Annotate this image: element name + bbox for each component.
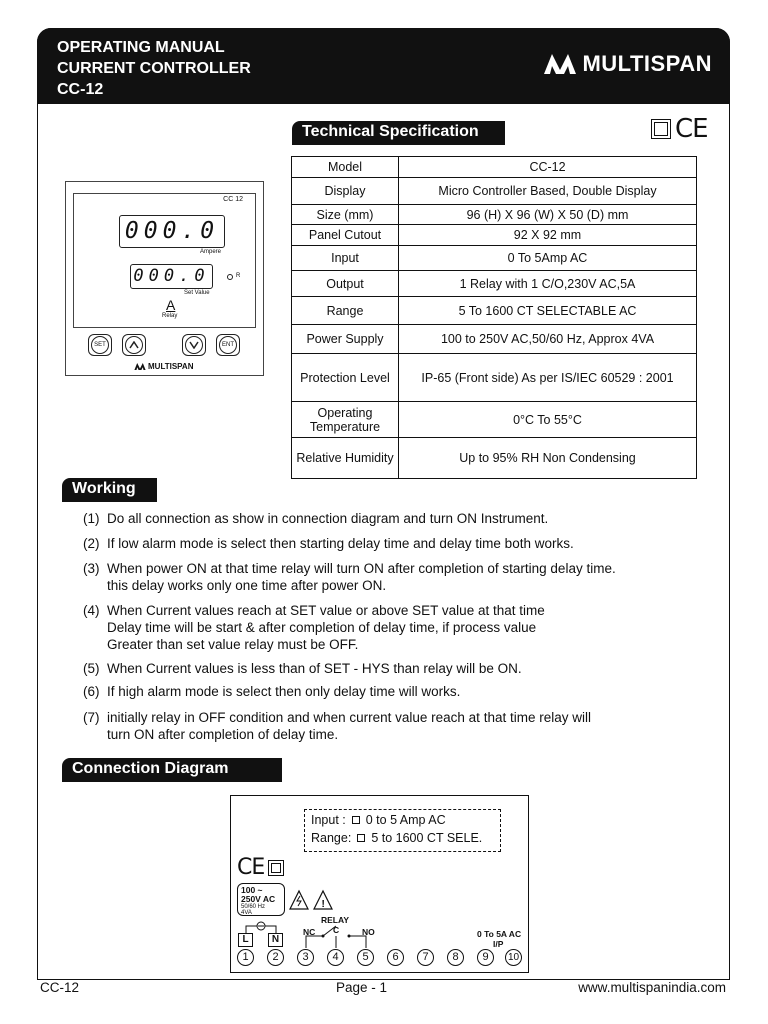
input-value: 0 to 5 Amp AC <box>365 813 446 827</box>
item-number: (4) <box>83 603 100 618</box>
multispan-logo-icon <box>134 363 146 370</box>
item-text: If low alarm mode is select then starting delay time and delay time both works. <box>107 536 574 551</box>
brand-name: MULTISPAN <box>582 51 712 76</box>
down-arrow-icon <box>185 336 203 354</box>
up-button[interactable] <box>122 334 146 356</box>
ent-button-label: ENT <box>219 336 237 354</box>
terminal: 2 <box>267 949 284 966</box>
relay-symbol: A <box>166 297 176 313</box>
item-text: If high alarm mode is select then only delay time will works. <box>107 684 461 699</box>
spec-value: 0 To 5Amp AC <box>399 246 697 271</box>
working-heading: Working <box>62 478 157 502</box>
spec-value: 100 to 250V AC,50/60 Hz, Approx 4VA <box>399 325 697 354</box>
input-row <box>311 813 446 827</box>
spec-value: 0°C To 55°C <box>399 402 697 438</box>
spec-value: Micro Controller Based, Double Display <box>399 178 697 205</box>
device-display-area <box>73 193 256 328</box>
item-number: (2) <box>83 536 100 551</box>
spec-table <box>291 156 697 479</box>
item-text: When Current values reach at SET value or above SET value at that time Delay time will be start & after completion of delay time, if process value Greater than set value relay must be OFF. <box>107 603 545 652</box>
spec-key: Protection Level <box>292 354 399 402</box>
svg-text:!: ! <box>321 899 325 910</box>
spec-key: Input <box>292 246 399 271</box>
relay-label: RELAY <box>321 915 350 925</box>
item-text: When power ON at that time relay will turn ON after completion of starting delay time. this delay works only one time after power ON. <box>107 561 616 593</box>
spec-key: Size (mm) <box>292 205 399 225</box>
ampere-label: Ampere <box>200 249 222 255</box>
device-model-label: CC 12 <box>223 196 243 203</box>
input-range-box <box>304 809 501 852</box>
item-text: initially relay in OFF condition and when current value reach at that time relay will turn ON after completion of delay time. <box>107 710 591 742</box>
spec-key: Relative Humidity <box>292 438 399 479</box>
list-item <box>83 660 522 677</box>
terminal: 3 <box>297 949 314 966</box>
certification-marks <box>651 114 708 144</box>
list-item <box>83 683 460 700</box>
set-value-display: 000.0 <box>130 264 213 289</box>
spec-value: IP-65 (Front side) As per IS/IEC 60529 : 2001 <box>399 354 697 402</box>
set-value-label: Set Value <box>184 290 210 296</box>
set-button-label: SET <box>91 336 109 354</box>
supply-line: 4VA <box>241 910 252 916</box>
item-number: (7) <box>83 710 100 725</box>
terminal: 7 <box>417 949 434 966</box>
item-text: Do all connection as show in connection diagram and turn ON Instrument. <box>107 511 549 526</box>
item-number: (5) <box>83 661 100 676</box>
terminal: 4 <box>327 949 344 966</box>
c-label: C <box>333 925 340 935</box>
down-button[interactable] <box>182 334 206 356</box>
table-row <box>292 178 697 205</box>
table-row <box>292 246 697 271</box>
table-row <box>292 354 697 402</box>
table-row <box>292 325 697 354</box>
device-brand-name: MULTISPAN <box>148 362 194 371</box>
io-label: 0 To 5A AC <box>477 929 522 939</box>
range-value: 5 to 1600 CT SELE. <box>371 831 483 845</box>
terminal: 8 <box>447 949 464 966</box>
range-row <box>311 831 482 845</box>
checkbox-icon <box>357 834 365 842</box>
relay-led-icon <box>227 274 233 280</box>
ce-mark: CE <box>237 855 265 880</box>
spec-key: Output <box>292 271 399 297</box>
spec-key: Model <box>292 157 399 178</box>
up-arrow-icon <box>125 336 143 354</box>
footer-page-number: Page - 1 <box>336 980 388 995</box>
item-number: (3) <box>83 561 100 576</box>
list-item <box>83 709 591 743</box>
spec-value: 5 To 1600 CT SELECTABLE AC <box>399 297 697 325</box>
list-item <box>83 560 616 594</box>
supply-line: 100 ~ <box>241 885 263 895</box>
spec-key: Power Supply <box>292 325 399 354</box>
list-item <box>83 602 545 653</box>
item-number: (1) <box>83 511 100 526</box>
device-front-panel <box>65 181 264 376</box>
no-label: NO <box>362 927 375 937</box>
line-terminal-label: L <box>238 933 253 947</box>
table-row <box>292 157 697 178</box>
spec-key: Range <box>292 297 399 325</box>
range-label: Range: <box>311 831 352 845</box>
set-button[interactable] <box>88 334 112 356</box>
double-insulation-icon <box>268 860 284 876</box>
table-row <box>292 297 697 325</box>
title-line-3: CC-12 <box>57 81 104 98</box>
ent-button[interactable] <box>216 334 240 356</box>
relay-led-label: R <box>236 273 241 279</box>
terminal: 10 <box>505 949 522 966</box>
document-title <box>57 37 251 100</box>
technical-spec-heading: Technical Specification <box>292 121 505 145</box>
terminal: 1 <box>237 949 254 966</box>
list-item <box>83 535 574 552</box>
table-row <box>292 438 697 479</box>
connection-heading: Connection Diagram <box>62 758 282 782</box>
title-line-1: OPERATING MANUAL <box>57 39 225 56</box>
spec-key: Display <box>292 178 399 205</box>
connection-diagram <box>230 795 529 973</box>
terminal: 6 <box>387 949 404 966</box>
item-number: (6) <box>83 684 100 699</box>
spec-value: 92 X 92 mm <box>399 225 697 246</box>
nc-label: NC <box>303 927 316 937</box>
spec-value: CC-12 <box>399 157 697 178</box>
supply-line: 250V AC <box>241 894 276 904</box>
spec-key: Operating Temperature <box>292 402 399 438</box>
terminal: 9 <box>477 949 494 966</box>
spec-value: 1 Relay with 1 C/O,230V AC,5A <box>399 271 697 297</box>
multispan-logo-icon <box>544 54 576 74</box>
spec-key: Panel Cutout <box>292 225 399 246</box>
spec-value: 96 (H) X 96 (W) X 50 (D) mm <box>399 205 697 225</box>
footer-model: CC-12 <box>40 980 80 995</box>
header-bar <box>37 28 730 104</box>
brand-logo <box>544 51 712 77</box>
list-item <box>83 510 548 527</box>
primary-display: 000.0 <box>119 215 225 248</box>
item-text: When Current values is less than of SET - HYS than relay will be ON. <box>107 661 522 676</box>
table-row <box>292 402 697 438</box>
spec-value: Up to 95% RH Non Condensing <box>399 438 697 479</box>
io-sub-label: I/P <box>493 939 504 949</box>
terminal: 5 <box>357 949 374 966</box>
certification-marks <box>237 855 284 880</box>
table-row <box>292 271 697 297</box>
checkbox-icon <box>352 816 360 824</box>
title-line-2: CURRENT CONTROLLER <box>57 60 251 77</box>
power-supply-label <box>237 883 285 916</box>
footer-website-link[interactable]: www.multispanindia.com <box>578 980 726 995</box>
double-insulation-icon <box>651 119 671 139</box>
neutral-terminal-label: N <box>268 933 283 947</box>
table-row <box>292 225 697 246</box>
supply-line: 50/60 Hz <box>241 904 266 910</box>
ce-mark: CE <box>675 114 708 144</box>
device-brand <box>134 362 193 371</box>
input-label: Input : <box>311 813 346 827</box>
table-row <box>292 205 697 225</box>
relay-label: Relay <box>162 313 178 319</box>
warning-icons <box>288 889 338 911</box>
